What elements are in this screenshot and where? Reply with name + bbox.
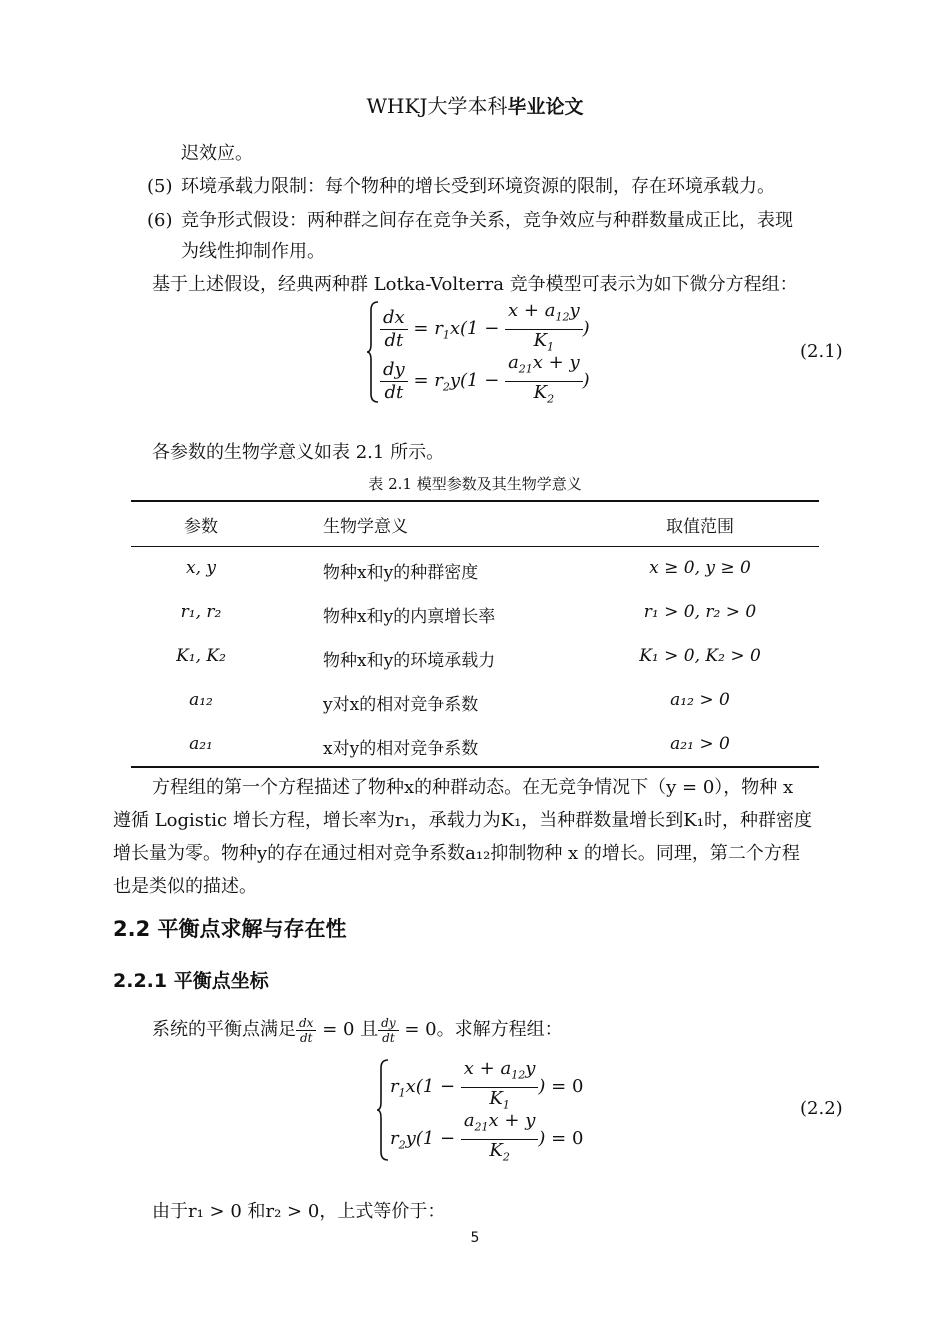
table-cell-meaning: y对x的相对竞争系数 [323,695,479,715]
table-cell-param: a₂₁ [189,734,213,754]
equation-2-2: $r_1x(1$ − $\frac{x + a_{12}y}{K_1}$ ) = 0 $r_2y(1$ − $\frac{a_{21}x + y}{K_2}$ ) = 0 [376,1058,596,1162]
text-line: 由于r₁ > 0 和r₂ > 0，上式等价于： [152,1201,446,1222]
list-number: (6) [147,210,173,231]
table-cell-meaning: 物种x和y的种群密度 [323,563,479,583]
table-cell-range: r₁ > 0, r₂ > 0 [643,602,757,622]
list-item-text: 为线性抑制作用。 [181,241,325,262]
section-heading: 2.2 平衡点求解与存在性 [113,917,347,941]
table-cell-param: x, y [186,558,216,578]
equation-number: (2.1) [800,341,843,362]
equation-2-1: $\frac{dx}{dt}$ = $r_1x(1$ − $\frac{x + a_{12}y}{K_1}$ ) $\frac{dy}{dt}$ = $r_2y(1$ − $\frac{a_{21}x + y}{K_2}$ ) [366,300,606,404]
left-brace-icon [366,300,380,404]
table-caption: 表 2.1 模型参数及其生物学意义 [368,475,582,493]
table-bottom-rule [131,766,819,768]
equation-number: (2.2) [800,1098,843,1119]
text-line: 系统的平衡点满足 $\frac{dx}{dt}$ = 0 且 $\frac{dy}{dt}$ = 0。求解方程组： [152,1015,563,1045]
text-fragment: = 0。求解方程组： [404,1019,563,1040]
text-line: 各参数的生物学意义如表 2.1 所示。 [152,442,445,463]
table-cell-param: a₁₂ [189,690,213,710]
paragraph-line: 方程组的第一个方程描述了物种x的种群动态。在无竞争情况下（y = 0），物种 x [152,777,794,798]
table-cell-meaning: x对y的相对竞争系数 [323,739,479,759]
table-cell-range: x ≥ 0, y ≥ 0 [649,558,751,578]
table-cell-param: r₁, r₂ [180,602,222,622]
left-brace-icon [376,1058,390,1162]
table-cell-param: K₁, K₂ [176,646,226,666]
table-cell-meaning: 物种x和y的内禀增长率 [323,607,496,627]
table-cell-range: K₁ > 0, K₂ > 0 [639,646,761,666]
subsection-heading: 2.2.1 平衡点坐标 [113,970,269,992]
page-header [0,92,950,121]
table-header-cell: 参数 [184,517,218,537]
page-number: 5 [470,1230,480,1246]
list-item-text: 竞争形式假设：两种群之间存在竞争关系，竞争效应与种群数量成正比，表现 [181,210,793,231]
text-line: 迟效应。 [181,143,253,164]
table-cell-range: a₁₂ > 0 [670,690,730,710]
text-fragment: 系统的平衡点满足 [152,1019,296,1040]
table-cell-meaning: 物种x和y的环境承载力 [323,651,496,671]
paragraph-line: 遵循 Logistic 增长方程，增长率为r₁，承载力为K₁，当种群数量增长到K₁时，种群密度 [113,810,812,831]
text-line: 基于上述假设，经典两种群 Lotka-Volterra 竞争模型可表示为如下微分方程组： [152,274,798,295]
table-top-rule [131,500,819,502]
list-number: (5) [147,176,173,197]
table-header-cell: 取值范围 [666,517,734,537]
table-cell-range: a₂₁ > 0 [670,734,730,754]
paragraph-line: 也是类似的描述。 [113,876,257,897]
paragraph-line: 增长量为零。物种y的存在通过相对竞争系数a₁₂抑制物种 x 的增长。同理，第二个方程 [113,843,800,864]
table-header-cell: 生物学意义 [323,517,408,537]
header-title: WHKJ大学本科 [366,94,508,118]
table-header-rule [131,546,819,547]
header-subtitle: 毕业论文 [507,96,584,118]
text-fragment: = 0 且 [322,1019,379,1040]
list-item-text: 环境承载力限制：每个物种的增长受到环境资源的限制，存在环境承载力。 [181,176,775,197]
